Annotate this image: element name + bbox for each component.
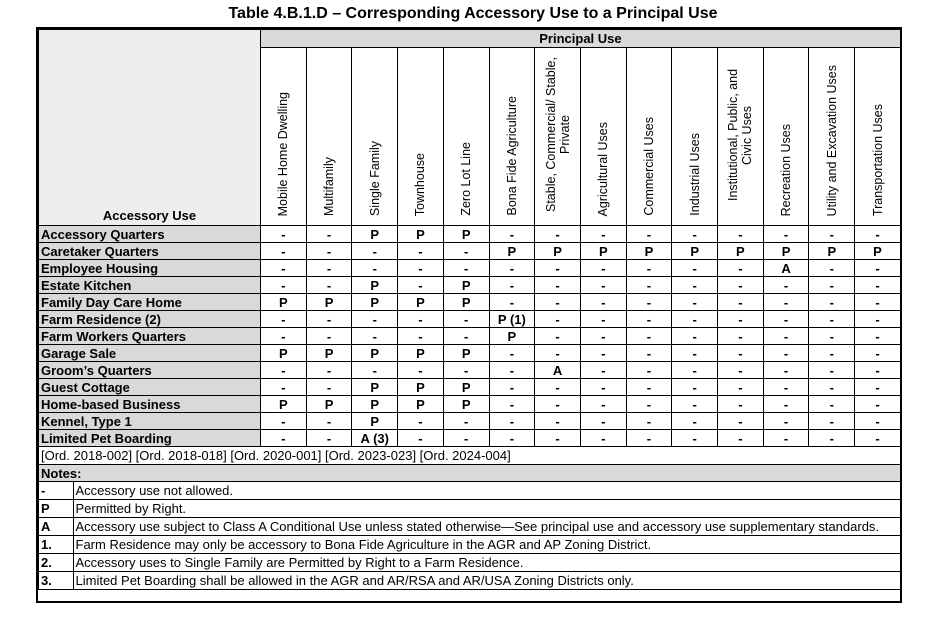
table-row: [39, 226, 901, 243]
table-cell: P: [398, 294, 444, 311]
table-cell: -: [626, 260, 672, 277]
column-header-label: Single Family: [367, 140, 382, 216]
table-cell: -: [443, 243, 489, 260]
table-cell: -: [855, 379, 901, 396]
ordinance-references: [Ord. 2018-002] [Ord. 2018-018] [Ord. 2020-001] [Ord. 2023-023] [Ord. 2024-004]: [39, 447, 901, 465]
table-row: [39, 260, 901, 277]
column-header: [626, 48, 672, 226]
table-cell: -: [352, 362, 398, 379]
table-cell: -: [718, 430, 764, 447]
row-label: Home-based Business: [39, 396, 261, 413]
table-cell: -: [626, 311, 672, 328]
table-cell: -: [306, 430, 352, 447]
table-cell: -: [809, 294, 855, 311]
table-cell: -: [261, 362, 307, 379]
row-label: Estate Kitchen: [39, 277, 261, 294]
table-cell: -: [626, 413, 672, 430]
table-cell: -: [306, 277, 352, 294]
table-cell: -: [763, 430, 809, 447]
table-cell: -: [489, 430, 535, 447]
table-cell: -: [489, 413, 535, 430]
table-cell: P: [443, 226, 489, 243]
table-cell: -: [809, 379, 855, 396]
table-cell: P: [626, 243, 672, 260]
column-header-label: Stable, Commercial/ Stable, Private: [543, 57, 572, 213]
column-header: [718, 48, 764, 226]
table-cell: -: [535, 328, 581, 345]
table-cell: P: [352, 226, 398, 243]
table-cell: -: [489, 379, 535, 396]
table-cell: -: [535, 430, 581, 447]
column-header-label: Commercial Uses: [641, 117, 656, 216]
table-cell: A: [535, 362, 581, 379]
column-header: [855, 48, 901, 226]
table-cell: -: [261, 430, 307, 447]
column-header-label: Institutional, Public, and Civic Uses: [726, 68, 755, 202]
table-cell: A: [763, 260, 809, 277]
table-cell: -: [718, 226, 764, 243]
table-cell: -: [763, 362, 809, 379]
table-cell: -: [398, 260, 444, 277]
accessory-use-table: [38, 29, 901, 590]
column-header-label: Mobile Home Dwelling: [276, 91, 291, 216]
table-cell: -: [535, 311, 581, 328]
table-row: [39, 294, 901, 311]
table-cell: P: [398, 379, 444, 396]
column-header: [489, 48, 535, 226]
note-text: Farm Residence may only be accessory to Bona Fide Agriculture in the AGR and AP Zoning District.: [75, 537, 652, 552]
table-cell: -: [261, 328, 307, 345]
table-cell: P: [398, 345, 444, 362]
table-cell: -: [261, 243, 307, 260]
column-header-label: Industrial Uses: [687, 133, 702, 216]
table-cell: -: [855, 413, 901, 430]
row-label: Farm Residence (2): [39, 311, 261, 328]
table-cell: -: [398, 413, 444, 430]
column-header-label: Zero Lot Line: [459, 142, 474, 216]
note-symbol: 3.: [39, 572, 73, 589]
table-cell: P: [763, 243, 809, 260]
table-cell: -: [443, 311, 489, 328]
note-symbol: 2.: [39, 554, 73, 571]
table-cell: -: [809, 345, 855, 362]
table-cell: -: [855, 226, 901, 243]
note-row: [39, 482, 901, 500]
table-cell: -: [489, 277, 535, 294]
table-cell: -: [809, 277, 855, 294]
table-cell: -: [855, 430, 901, 447]
row-label: Employee Housing: [39, 260, 261, 277]
column-header: [261, 48, 307, 226]
table-cell: -: [398, 243, 444, 260]
table-cell: -: [352, 243, 398, 260]
table-cell: -: [672, 413, 718, 430]
table-cell: -: [763, 277, 809, 294]
table-cell: P: [261, 396, 307, 413]
table-cell: -: [489, 345, 535, 362]
table-cell: -: [809, 396, 855, 413]
table-cell: -: [535, 379, 581, 396]
table-cell: P: [809, 243, 855, 260]
table-cell: -: [672, 396, 718, 413]
table-cell: -: [580, 311, 626, 328]
table-cell: -: [718, 277, 764, 294]
table-cell: -: [443, 328, 489, 345]
table-title: Table 4.B.1.D – Corresponding Accessory Use to a Principal Use: [228, 5, 718, 22]
column-header: [306, 48, 352, 226]
table-cell: -: [626, 396, 672, 413]
table-cell: -: [489, 260, 535, 277]
table-cell: -: [489, 294, 535, 311]
table-cell: A (3): [352, 430, 398, 447]
table-cell: -: [672, 362, 718, 379]
column-header-label: Multifamily: [322, 156, 337, 216]
note-row: [39, 536, 901, 554]
table-cell: -: [763, 379, 809, 396]
table-cell: -: [718, 328, 764, 345]
table-cell: P: [443, 277, 489, 294]
table-cell: -: [398, 328, 444, 345]
table-cell: -: [261, 260, 307, 277]
row-label: Caretaker Quarters: [39, 243, 261, 260]
table-cell: -: [855, 328, 901, 345]
table-cell: P: [398, 396, 444, 413]
column-header-label: Recreation Uses: [779, 123, 794, 216]
table-cell: -: [535, 260, 581, 277]
column-header-label: Agricultural Uses: [596, 121, 611, 216]
table-cell: -: [718, 294, 764, 311]
table-cell: -: [580, 277, 626, 294]
table-cell: -: [809, 260, 855, 277]
column-header-label: Bona Fide Agriculture: [504, 96, 519, 216]
table-cell: P (1): [489, 311, 535, 328]
table-cell: -: [489, 396, 535, 413]
table-cell: -: [763, 396, 809, 413]
table-cell: -: [306, 413, 352, 430]
table-cell: -: [306, 362, 352, 379]
table-cell: P: [489, 328, 535, 345]
table-row: [39, 345, 901, 362]
note-text: Permitted by Right.: [75, 501, 187, 516]
table-cell: -: [489, 226, 535, 243]
table-cell: -: [489, 362, 535, 379]
table-row: [39, 328, 901, 345]
column-header: [352, 48, 398, 226]
table-cell: -: [580, 328, 626, 345]
table-cell: -: [580, 413, 626, 430]
note-row: [39, 500, 901, 518]
table-cell: -: [261, 277, 307, 294]
table-cell: -: [763, 328, 809, 345]
table-cell: -: [352, 311, 398, 328]
table-cell: -: [855, 345, 901, 362]
table-cell: -: [580, 260, 626, 277]
table-cell: -: [580, 362, 626, 379]
table-cell: -: [535, 345, 581, 362]
table-cell: -: [855, 294, 901, 311]
table-cell: -: [672, 345, 718, 362]
note-symbol: A: [39, 518, 73, 535]
row-label: Garage Sale: [39, 345, 261, 362]
table-cell: P: [672, 243, 718, 260]
table-cell: -: [763, 345, 809, 362]
row-label: Farm Workers Quarters: [39, 328, 261, 345]
table-cell: -: [535, 226, 581, 243]
table-cell: -: [535, 294, 581, 311]
table-cell: -: [672, 260, 718, 277]
column-header: [580, 48, 626, 226]
table-cell: -: [626, 294, 672, 311]
table-cell: -: [855, 396, 901, 413]
table-cell: P: [580, 243, 626, 260]
table-cell: P: [718, 243, 764, 260]
table-cell: P: [306, 345, 352, 362]
table-cell: P: [443, 345, 489, 362]
column-header-label: Utility and Excavation Uses: [824, 64, 839, 216]
table-cell: -: [672, 277, 718, 294]
column-header: [443, 48, 489, 226]
table-cell: -: [763, 294, 809, 311]
table-cell: P: [352, 277, 398, 294]
table-cell: -: [261, 311, 307, 328]
table-row: [39, 413, 901, 430]
note-text: Accessory uses to Single Family are Permitted by Right to a Farm Residence.: [75, 555, 524, 570]
table-cell: -: [672, 379, 718, 396]
table-cell: -: [626, 345, 672, 362]
table-cell: -: [398, 311, 444, 328]
table-cell: -: [672, 226, 718, 243]
note-symbol: P: [39, 500, 73, 517]
table-cell: -: [718, 260, 764, 277]
table-cell: P: [352, 396, 398, 413]
table-cell: -: [855, 362, 901, 379]
note-text: Accessory use subject to Class A Conditional Use unless stated otherwise—See principal use and accessory use supplementary standards.: [75, 519, 880, 534]
table-cell: P: [306, 396, 352, 413]
table-cell: -: [261, 226, 307, 243]
table-cell: -: [718, 396, 764, 413]
table-cell: -: [352, 260, 398, 277]
table-cell: -: [809, 430, 855, 447]
table-cell: P: [352, 345, 398, 362]
table-cell: -: [763, 311, 809, 328]
table-cell: -: [809, 362, 855, 379]
table-cell: -: [718, 379, 764, 396]
table-cell: P: [261, 345, 307, 362]
note-text: Accessory use not allowed.: [75, 483, 234, 498]
table-cell: -: [580, 345, 626, 362]
table-cell: -: [626, 430, 672, 447]
table-cell: -: [398, 277, 444, 294]
table-cell: -: [398, 362, 444, 379]
note-row: [39, 518, 901, 536]
table-cell: -: [443, 260, 489, 277]
table-cell: P: [535, 243, 581, 260]
table-cell: -: [672, 311, 718, 328]
table-cell: -: [718, 413, 764, 430]
table-cell: -: [443, 430, 489, 447]
table-cell: -: [809, 226, 855, 243]
table-cell: -: [306, 226, 352, 243]
table-cell: -: [306, 311, 352, 328]
column-header: [763, 48, 809, 226]
table-cell: -: [626, 362, 672, 379]
accessory-use-header: Accessory Use: [39, 30, 261, 226]
table-cell: -: [626, 379, 672, 396]
note-row: [39, 554, 901, 572]
row-label: Guest Cottage: [39, 379, 261, 396]
table-cell: -: [626, 328, 672, 345]
table-cell: -: [580, 294, 626, 311]
table-cell: -: [535, 396, 581, 413]
table-cell: -: [718, 345, 764, 362]
note-row: [39, 572, 901, 590]
table-cell: -: [672, 430, 718, 447]
table-cell: -: [855, 311, 901, 328]
principal-use-header: Principal Use: [261, 30, 901, 48]
table-cell: -: [855, 277, 901, 294]
table-cell: -: [398, 430, 444, 447]
table-row: [39, 243, 901, 260]
column-header-label: Transportation Uses: [870, 103, 885, 216]
table-cell: P: [443, 396, 489, 413]
table-cell: -: [763, 413, 809, 430]
table-cell: -: [718, 311, 764, 328]
table-cell: P: [352, 294, 398, 311]
table-cell: P: [855, 243, 901, 260]
table-cell: -: [261, 413, 307, 430]
column-header: [535, 48, 581, 226]
note-symbol: -: [39, 482, 73, 499]
table-cell: P: [398, 226, 444, 243]
table-cell: -: [672, 294, 718, 311]
table-cell: -: [443, 413, 489, 430]
table-cell: -: [306, 328, 352, 345]
row-label: Kennel, Type 1: [39, 413, 261, 430]
table-row: [39, 396, 901, 413]
table-row: [39, 277, 901, 294]
column-header: [398, 48, 444, 226]
table-cell: P: [306, 294, 352, 311]
table-cell: -: [580, 379, 626, 396]
table-cell: -: [809, 413, 855, 430]
column-header-label: Townhouse: [413, 152, 428, 216]
table-cell: -: [580, 226, 626, 243]
row-label: Groom’s Quarters: [39, 362, 261, 379]
note-symbol: 1.: [39, 536, 73, 553]
notes-heading: Notes:: [39, 465, 901, 482]
table-cell: P: [489, 243, 535, 260]
table-cell: -: [809, 311, 855, 328]
table-cell: -: [626, 277, 672, 294]
table-row: [39, 379, 901, 396]
table-row: [39, 430, 901, 447]
table-cell: P: [443, 294, 489, 311]
column-header: [809, 48, 855, 226]
table-cell: -: [580, 430, 626, 447]
table-cell: -: [306, 260, 352, 277]
row-label: Accessory Quarters: [39, 226, 261, 243]
row-label: Limited Pet Boarding: [39, 430, 261, 447]
table-cell: -: [718, 362, 764, 379]
table-cell: -: [855, 260, 901, 277]
column-header: [672, 48, 718, 226]
table-row: [39, 311, 901, 328]
table-cell: P: [443, 379, 489, 396]
table-cell: P: [352, 379, 398, 396]
table-cell: P: [261, 294, 307, 311]
table-cell: -: [352, 328, 398, 345]
table-cell: P: [352, 413, 398, 430]
table-cell: -: [672, 328, 718, 345]
table-cell: -: [580, 396, 626, 413]
table-cell: -: [306, 243, 352, 260]
table-cell: -: [535, 413, 581, 430]
table-cell: -: [261, 379, 307, 396]
note-text: Limited Pet Boarding shall be allowed in the AGR and AR/RSA and AR/USA Zoning Districts only.: [75, 573, 634, 588]
table-cell: -: [535, 277, 581, 294]
table-cell: -: [626, 226, 672, 243]
row-label: Family Day Care Home: [39, 294, 261, 311]
table-cell: -: [443, 362, 489, 379]
table-cell: -: [809, 328, 855, 345]
table-cell: -: [306, 379, 352, 396]
table-row: [39, 362, 901, 379]
table-cell: -: [763, 226, 809, 243]
